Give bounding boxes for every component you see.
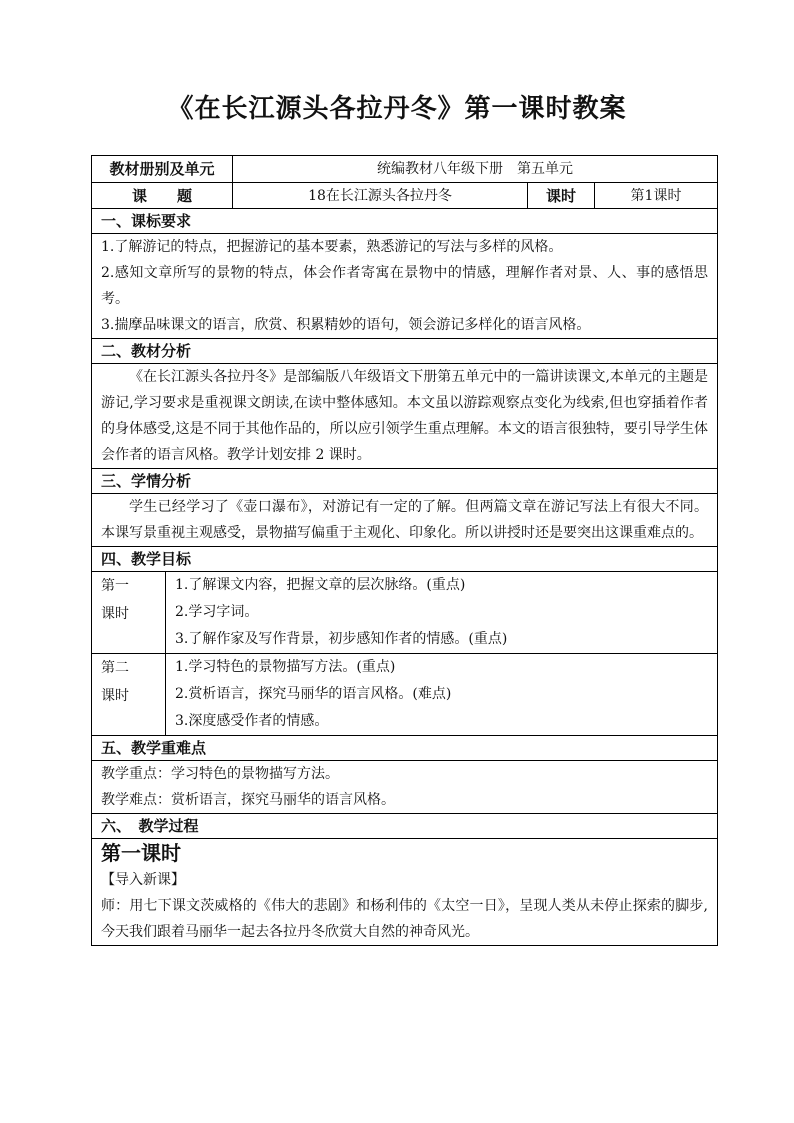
curriculum-item: 3.揣摩品味课文的语言，欣赏、积累精妙的语句，领会游记多样化的语言风格。 (101, 317, 591, 333)
step-intro-label: 【导入新课】 (101, 872, 185, 888)
period-label: 课时 (527, 183, 594, 208)
teaching-process (92, 838, 717, 945)
info-row-topic (92, 182, 717, 208)
objectives-lesson-two-items (166, 654, 717, 735)
period-value: 第1课时 (594, 183, 717, 208)
info-row-textbook (92, 156, 717, 182)
objective-item: 1.了解课文内容，把握文章的层次脉络。(重点) (175, 577, 466, 593)
textbook-value: 统编教材八年级下册 第五单元 (232, 156, 717, 182)
section-heading-curriculum: 一、课标要求 (92, 208, 717, 233)
objective-item: 3.深度感受作者的情感。 (175, 713, 329, 729)
objectives-lesson-one (92, 571, 717, 653)
objectives-lesson-one-items (166, 572, 717, 653)
page-title: 《在长江源头各拉丹冬》第一课时教案 (167, 94, 627, 124)
curriculum-item: 2.感知文章所写的景物的特点，体会作者寄寓在景物中的情感，理解作者对景、人、事的感悟思考。 (101, 265, 708, 307)
objectives-label-line: 课时 (101, 688, 129, 704)
objectives-lesson-two (92, 653, 717, 735)
curriculum-requirements (92, 233, 717, 338)
textbook-analysis-text: 《在长江源头各拉丹冬》是部编版八年级语文下册第五单元中的一篇讲读课文,本单元的主题是游记,学习要求是重视课文朗读,在读中整体感知。本文虽以游踪观察点变化为线索,但也穿插着作者的身体感受,这是不同于其他作品的，所以应引领学生重点理解。本文的语言很独特，要引导学生体会作者的语言风格。教学计划安排 2 课时。 (101, 369, 708, 463)
key-point-item: 教学难点：赏析语言，探究马丽华的语言风格。 (101, 792, 395, 808)
section-heading-process: 六、 教学过程 (92, 813, 717, 838)
key-point-item: 教学重点：学习特色的景物描写方法。 (101, 766, 339, 782)
section-heading-student-analysis: 三、学情分析 (92, 468, 717, 493)
objective-item: 1.学习特色的景物描写方法。(重点) (175, 659, 396, 675)
curriculum-item: 1.了解游记的特点，把握游记的基本要素，熟悉游记的写法与多样的风格。 (101, 239, 563, 255)
objectives-label-line: 第二 (101, 660, 129, 676)
textbook-label: 教材册别及单元 (109, 160, 215, 178)
topic-value: 18在长江源头各拉丹冬 (232, 183, 527, 208)
objectives-lesson-one-label (92, 572, 166, 653)
student-analysis-text: 学生已经学习了《壶口瀑布》，对游记有一定的了解。但两篇文章在游记写法上有很大不同。本课写景重视主观感受，景物描写偏重于主观化、印象化。所以讲授时还是要突出这课重难点的。 (101, 499, 708, 541)
topic-label: 课 题 (131, 187, 192, 205)
objectives-label-line: 课时 (101, 606, 129, 622)
section-heading-key-points: 五、教学重难点 (92, 735, 717, 760)
objectives-lesson-two-label (92, 654, 166, 735)
key-points (92, 760, 717, 813)
textbook-analysis (92, 363, 717, 468)
student-analysis (92, 493, 717, 546)
objective-item: 3.了解作家及写作背景，初步感知作者的情感。(重点) (175, 631, 508, 647)
objectives-label-line: 第一 (101, 578, 129, 594)
section-heading-textbook-analysis: 二、教材分析 (92, 338, 717, 363)
objective-item: 2.学习字词。 (175, 604, 259, 620)
lesson-plan-table (91, 155, 718, 946)
intro-text: 师：用七下课文茨威格的《伟大的悲剧》和杨利伟的《太空一日》，呈现人类从未停止探索的脚步,今天我们跟着马丽华一起去各拉丹冬欣赏大自然的神奇风光。 (101, 898, 708, 940)
lesson-one-title: 第一课时 (101, 841, 181, 865)
section-heading-objectives: 四、教学目标 (92, 546, 717, 571)
objective-item: 2.赏析语言，探究马丽华的语言风格。(难点) (175, 686, 452, 702)
